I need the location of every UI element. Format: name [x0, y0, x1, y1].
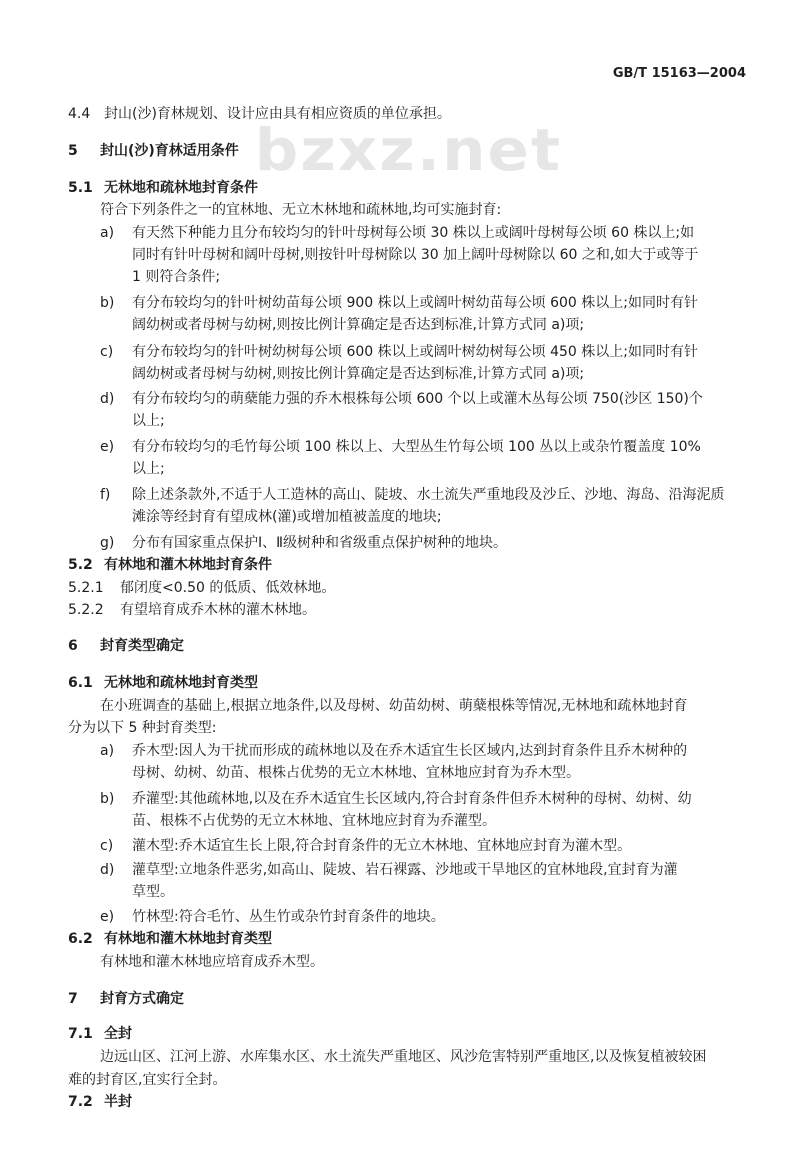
- type-item-c: [100, 836, 631, 856]
- section-6-1-intro-cont: 分为以下 5 种封育类型:: [68, 720, 217, 736]
- list-marker: f): [100, 487, 111, 503]
- clause-text: 封山(沙)育林规划、设计应由具有相应资质的单位承担。: [104, 106, 451, 122]
- list-item-d-cont: 以上;: [132, 413, 165, 429]
- section-7-1-text: 边远山区、江河上游、水库集水区、水土流失严重地区、风沙危害特别严重地区,以及恢复植被较困: [100, 1049, 707, 1065]
- section-number: 6.1: [68, 675, 93, 691]
- list-marker: e): [100, 909, 115, 925]
- list-text: 有分布较均匀的针叶树幼苗每公顷 900 株以上或阔叶树幼苗每公顷 600 株以上;如同时有针: [132, 295, 698, 311]
- section-number: 6: [68, 638, 78, 654]
- section-title: 封育类型确定: [100, 638, 184, 654]
- clause-4-4: [68, 104, 451, 124]
- list-item-a-cont: 1 则符合条件;: [132, 269, 221, 285]
- section-6-heading: [68, 636, 184, 656]
- type-item-d-cont: 草型。: [132, 884, 174, 900]
- type-item-a-cont: 母树、幼树、幼苗、根株占优势的无立木林地、宜林地应封育为乔木型。: [132, 765, 580, 781]
- section-number: 7.1: [68, 1026, 93, 1042]
- list-item-e: [100, 437, 701, 457]
- list-text: 有分布较均匀的萌蘖能力强的乔木根株每公顷 600 个以上或灌木丛每公顷 750(沙区 150)个: [132, 391, 703, 407]
- section-number: 7: [68, 991, 78, 1007]
- section-5-1-heading: [68, 178, 258, 198]
- section-7-1-heading: [68, 1024, 132, 1044]
- section-5-heading: [68, 141, 239, 161]
- list-item-f: [100, 485, 724, 505]
- list-marker: e): [100, 439, 115, 455]
- clause-5-2-2: [68, 600, 316, 620]
- list-item-g: [100, 533, 507, 553]
- list-marker: a): [100, 743, 115, 759]
- list-text: 有分布较均匀的针叶树幼树每公顷 600 株以上或阔叶树幼树每公顷 450 株以上;如同时有针: [132, 344, 698, 360]
- clause-text: 有望培育成乔木林的灌木林地。: [120, 602, 316, 618]
- section-title: 半封: [104, 1094, 132, 1110]
- clause-number: 4.4: [68, 106, 91, 122]
- list-item-a: [100, 223, 694, 243]
- list-text: 乔木型:因人为干扰而形成的疏林地以及在乔木适宜生长区域内,达到封育条件且乔木树种的: [132, 743, 688, 759]
- section-7-2-heading: [68, 1092, 132, 1112]
- list-marker: c): [100, 344, 114, 360]
- list-item-d: [100, 389, 703, 409]
- list-text: 除上述条款外,不适于人工造林的高山、陡坡、水土流失严重地段及沙丘、沙地、海岛、沿海泥质: [132, 487, 725, 503]
- list-text: 竹林型:符合毛竹、丛生竹或杂竹封育条件的地块。: [132, 909, 445, 925]
- section-number: 7.2: [68, 1094, 93, 1110]
- section-6-1-heading: [68, 673, 258, 693]
- list-item-b: [100, 293, 698, 313]
- section-title: 全封: [104, 1026, 132, 1042]
- list-text: 灌草型:立地条件恶劣,如高山、陡坡、岩石裸露、沙地或干旱地区的宜林地段,宜封育为灌: [132, 862, 678, 878]
- standard-code: GB/T 15163—2004: [612, 66, 746, 81]
- section-number: 5.1: [68, 180, 93, 196]
- section-5-2-heading: [68, 555, 272, 575]
- list-item-a-cont: 同时有针叶母树和阔叶母树,则按针叶母树除以 30 加上阔叶母树除以 60 之和,如大于或等于: [132, 247, 699, 263]
- type-item-b: [100, 789, 692, 809]
- section-7-1-text-cont: 难的封育区,宜实行全封。: [68, 1072, 227, 1088]
- list-text: 乔灌型:其他疏林地,以及在乔木适宜生长区域内,符合封育条件但乔木树种的母树、幼树、幼: [132, 791, 692, 807]
- list-marker: g): [100, 535, 115, 551]
- type-item-a: [100, 741, 687, 761]
- section-number: 5.2: [68, 557, 93, 573]
- type-item-e: [100, 907, 445, 927]
- section-number: 5: [68, 143, 78, 159]
- list-marker: d): [100, 391, 115, 407]
- section-title: 无林地和疏林地封育类型: [104, 675, 258, 691]
- list-marker: b): [100, 295, 115, 311]
- watermark-logo: bzxz.net: [254, 116, 563, 184]
- list-marker: c): [100, 838, 114, 854]
- section-6-2-text: 有林地和灌木林地应培育成乔木型。: [100, 954, 324, 970]
- section-5-1-intro: 符合下列条件之一的宜林地、无立木林地和疏林地,均可实施封育:: [100, 202, 502, 218]
- clause-number: 5.2.2: [68, 602, 104, 618]
- clause-5-2-1: [68, 578, 335, 598]
- list-text: 灌木型:乔木适宜生长上限,符合封育条件的无立木林地、宜林地应封育为灌木型。: [132, 838, 632, 854]
- list-item-c-cont: 阔幼树或者母树与幼树,则按比例计算确定是否达到标准,计算方式同 a)项;: [132, 366, 585, 382]
- list-text: 有分布较均匀的毛竹每公顷 100 株以上、大型丛生竹每公顷 100 丛以上或杂竹覆盖度 10%: [132, 439, 701, 455]
- section-6-1-intro: 在小班调查的基础上,根据立地条件,以及母树、幼苗幼树、萌蘖根株等情况,无林地和疏林地封育: [100, 698, 688, 714]
- section-title: 封育方式确定: [100, 991, 184, 1007]
- list-item-e-cont: 以上;: [132, 461, 165, 477]
- section-title: 无林地和疏林地封育条件: [104, 180, 258, 196]
- type-item-d: [100, 860, 678, 880]
- list-text: 有天然下种能力且分布较均匀的针叶母树每公顷 30 株以上或阔叶母树每公顷 60 株以上;如: [132, 225, 695, 241]
- section-title: 有林地和灌木林地封育条件: [104, 557, 272, 573]
- section-7-heading: [68, 989, 184, 1009]
- list-item-b-cont: 阔幼树或者母树与幼树,则按比例计算确定是否达到标准,计算方式同 a)项;: [132, 317, 585, 333]
- list-item-f-cont: 滩涂等经封育有望成林(灌)或增加植被盖度的地块;: [132, 509, 442, 525]
- type-item-b-cont: 苗、根株不占优势的无立木林地、宜林地应封育为乔灌型。: [132, 813, 496, 829]
- section-6-2-heading: [68, 929, 272, 949]
- section-title: 有林地和灌木林地封育类型: [104, 931, 272, 947]
- clause-number: 5.2.1: [68, 580, 104, 596]
- section-number: 6.2: [68, 931, 93, 947]
- clause-text: 郁闭度<0.50 的低质、低效林地。: [120, 580, 336, 596]
- list-text: 分布有国家重点保护Ⅰ、Ⅱ级树种和省级重点保护树种的地块。: [132, 535, 508, 551]
- section-title: 封山(沙)育林适用条件: [100, 143, 239, 159]
- list-item-c: [100, 342, 698, 362]
- list-marker: a): [100, 225, 115, 241]
- list-marker: b): [100, 791, 115, 807]
- list-marker: d): [100, 862, 115, 878]
